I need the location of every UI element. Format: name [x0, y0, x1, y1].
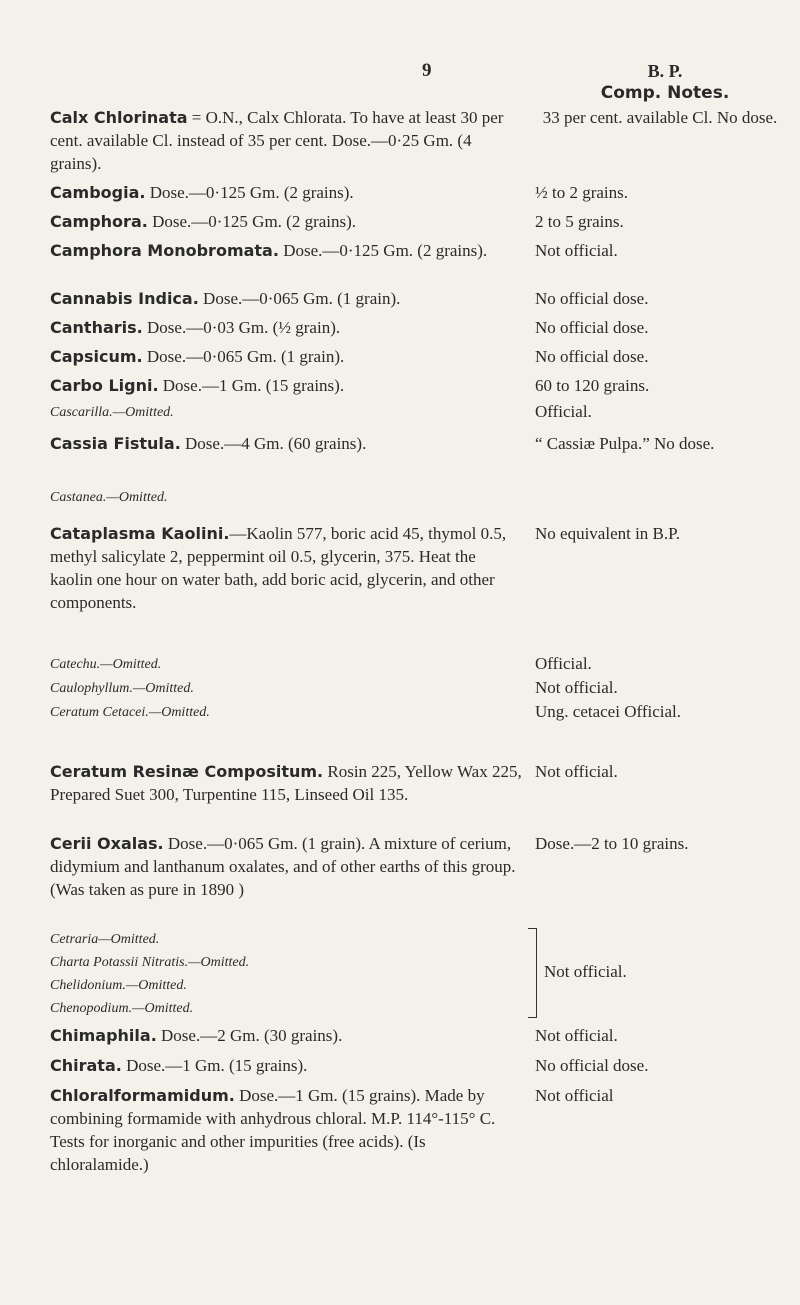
entry-text: Dose.—0·03 Gm. (½ grain). — [142, 318, 341, 337]
note-cassia-fistula: “ Cassiæ Pulpa.” No dose. — [535, 434, 715, 453]
page-number: 9 — [422, 60, 432, 81]
entry-text: Dose.—2 Gm. (30 grains). — [156, 1026, 343, 1045]
entry-chenopodium: Chenopodium.—Omitted. — [50, 1001, 194, 1016]
note-cerii-oxalas: Dose.—2 to 10 grains. — [535, 834, 689, 853]
entry-term: Carbo Ligni. — [50, 376, 159, 395]
note-caulophyllum: Not official. — [535, 678, 618, 697]
entry-ceratum-resinae — [50, 760, 522, 806]
note-chimaphila: Not official. — [535, 1026, 618, 1045]
entry-cassia-fistula — [50, 432, 522, 455]
entry-chirata — [50, 1054, 522, 1077]
note-ceratum-cetacei: Ung. cetacei Official. — [535, 702, 682, 721]
entry-calx-chlorinata — [50, 106, 522, 175]
column-header-notes: Comp. Notes. — [600, 83, 730, 103]
entry-chimaphila — [50, 1024, 522, 1047]
entry-castanea: Castanea.—Omitted. — [50, 490, 168, 505]
entry-carbo-ligni — [50, 374, 522, 397]
entry-text: Dose.—1 Gm. (15 grains). — [158, 376, 345, 395]
entry-text: Dose.—0·065 Gm. (1 grain). — [198, 289, 401, 308]
entry-text: —Kaolin 577, boric acid 45, thymol 0.5, methyl salicylate 2, peppermint oil 0.5, glycerin, 375. Heat the kaolin one hour on water bath, add boric acid, glycerin, and other components. — [50, 524, 507, 612]
note-capsicum: No official dose. — [535, 347, 649, 366]
column-header-bp: B. P. — [647, 61, 683, 81]
note-camphora-monobromata: Not official. — [535, 241, 618, 260]
note-cantharis: No official dose. — [535, 318, 649, 337]
entry-caulophyllum: Caulophyllum.—Omitted. — [50, 681, 194, 696]
note-ceratum-resinae: Not official. — [535, 762, 618, 781]
entry-text: Dose.—0·065 Gm. (1 grain). — [142, 347, 345, 366]
entry-capsicum — [50, 345, 522, 368]
entry-text: Dose.—1 Gm. (15 grains). Made by combining formamide with anhydrous chloral. M.P. 114°-115° C. Tests for inorganic and other impurities (free acids). (Is chloralamide.) — [50, 1086, 496, 1174]
entry-chloralformamidum — [50, 1084, 522, 1176]
entry-ceratum-cetacei: Ceratum Cetacei.—Omitted. — [50, 705, 210, 720]
entry-text: Dose.—4 Gm. (60 grains). — [180, 434, 367, 453]
entry-term: Cannabis Indica. — [50, 289, 199, 308]
entry-text: Dose.—0·065 Gm. (1 grain). A mixture of cerium, didymium and lanthanum oxalates, and of other earths of this group. (Was taken as pure in 1890 ) — [50, 834, 516, 899]
entry-camphora-monobromata — [50, 239, 522, 262]
entry-text: Dose.—0·125 Gm. (2 grains). — [145, 183, 354, 202]
entry-text: Rosin 225, Yellow Wax 225, Prepared Suet 300, Turpentine 115, Linseed Oil 135. — [50, 762, 522, 804]
entry-term: Cambogia. — [50, 183, 146, 202]
entry-term: Cantharis. — [50, 318, 143, 337]
entry-term: Chirata. — [50, 1056, 122, 1075]
entry-term: Camphora Monobromata. — [50, 241, 279, 260]
entry-term: Cerii Oxalas. — [50, 834, 164, 853]
entry-text: Dose.—0·125 Gm. (2 grains). — [147, 212, 357, 231]
group-brace — [528, 928, 537, 1018]
note-camphora: 2 to 5 grains. — [535, 212, 624, 231]
entry-cannabis-indica — [50, 287, 522, 310]
note-omitted-group: Not official. — [544, 962, 627, 981]
column-header — [540, 60, 790, 104]
note-chloralformamidum: Not official — [535, 1086, 614, 1105]
entry-cascarilla: Cascarilla.—Omitted. — [50, 405, 174, 420]
entry-cantharis — [50, 316, 522, 339]
note-cannabis-indica: No official dose. — [535, 289, 649, 308]
note-cataplasma-kaolini: No equivalent in B.P. — [535, 524, 680, 543]
entry-term: Chloralformamidum. — [50, 1086, 235, 1105]
note-chirata: No official dose. — [535, 1056, 649, 1075]
entry-cataplasma-kaolini — [50, 522, 522, 614]
entry-term: Camphora. — [50, 212, 148, 231]
note-cascarilla: Official. — [535, 402, 592, 421]
entry-cetraria: Cetraria—Omitted. — [50, 932, 160, 947]
entry-term: Cassia Fistula. — [50, 434, 181, 453]
note-calx-chlorinata: 33 per cent. available Cl. No dose. — [542, 108, 778, 127]
note-catechu: Official. — [535, 654, 592, 673]
entry-charta-potassii: Charta Potassii Nitratis.—Omitted. — [50, 955, 250, 970]
entry-term: Calx Chlorinata — [50, 108, 188, 127]
entry-text: Dose.—0·125 Gm. (2 grains). — [278, 241, 488, 260]
entry-cambogia — [50, 181, 522, 204]
entry-catechu: Catechu.—Omitted. — [50, 657, 162, 672]
entry-camphora — [50, 210, 522, 233]
note-cambogia: ½ to 2 grains. — [535, 183, 629, 202]
note-carbo-ligni: 60 to 120 grains. — [535, 376, 650, 395]
entry-text: Dose.—1 Gm. (15 grains). — [121, 1056, 308, 1075]
entry-term: Chimaphila. — [50, 1026, 157, 1045]
entry-term: Ceratum Resinæ Compositum. — [50, 762, 324, 781]
entry-term: Cataplasma Kaolini. — [50, 524, 230, 543]
entry-term: Capsicum. — [50, 347, 143, 366]
entry-text: = O.N., Calx Chlorata. To have at least 30 per cent. available Cl. instead of 35 per cent. Dose.—0·25 Gm. (4 grains). — [50, 108, 504, 173]
entry-chelidonium: Chelidonium.—Omitted. — [50, 978, 187, 993]
entry-cerii-oxalas — [50, 832, 522, 901]
